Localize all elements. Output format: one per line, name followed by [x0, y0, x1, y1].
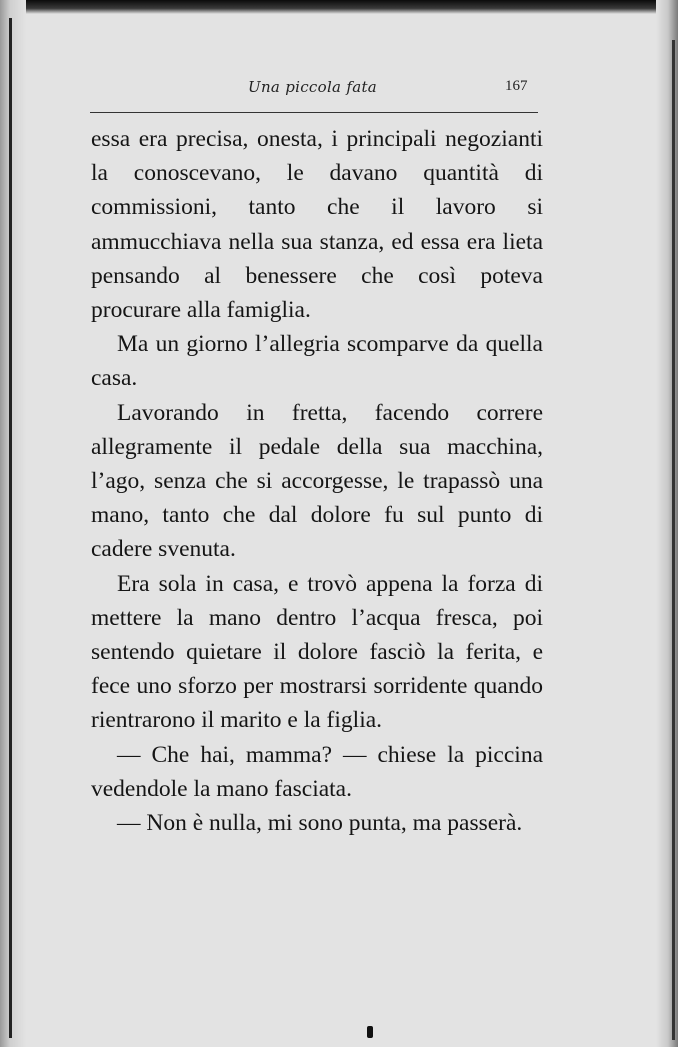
scan-right-edge-line: [672, 40, 675, 1040]
paragraph-3: Lavorando in fretta, facendo correre allegramente il pedale della sua macchina, l’ago, senza che si accorgesse, le trapassò una mano, tanto che dal dolore fu sul punto di cadere svenuta.: [91, 399, 543, 563]
header-rule: [90, 112, 538, 113]
paragraph-2: Ma un giorno l’allegria scomparve da quella casa.: [91, 331, 543, 392]
scan-top-shadow: [0, 0, 678, 14]
page-number: 167: [505, 78, 528, 94]
scan-left-margin: [0, 0, 26, 1047]
page-header: [0, 78, 678, 104]
paragraph-6: — Non è nulla, mi sono punta, ma passerà.: [117, 810, 523, 837]
running-title: Una piccola fata: [248, 78, 378, 96]
paragraph-1: essa era precisa, onesta, i principali negozianti la conoscevano, le davano quantità di commissioni, tanto che il lavoro si ammucchiava nella sua stanza, ed essa era lieta pensando al benessere che così poteva procurare alla famiglia.: [91, 126, 543, 324]
body-text: [91, 122, 543, 840]
paragraph-5: — Che hai, mamma? — chiese la piccina vedendole la mano fasciata.: [91, 741, 543, 802]
paragraph-4: Era sola in casa, e trovò appena la forza di mettere la mano dentro l’acqua fresca, poi sentendo quietare il dolore fasciò la ferita, e fece uno sforzo per mostrarsi sorridente quando rientrarono il marito e la figlia.: [91, 570, 543, 734]
printer-mark: [367, 1026, 373, 1038]
scan-left-edge-line: [9, 18, 12, 1038]
